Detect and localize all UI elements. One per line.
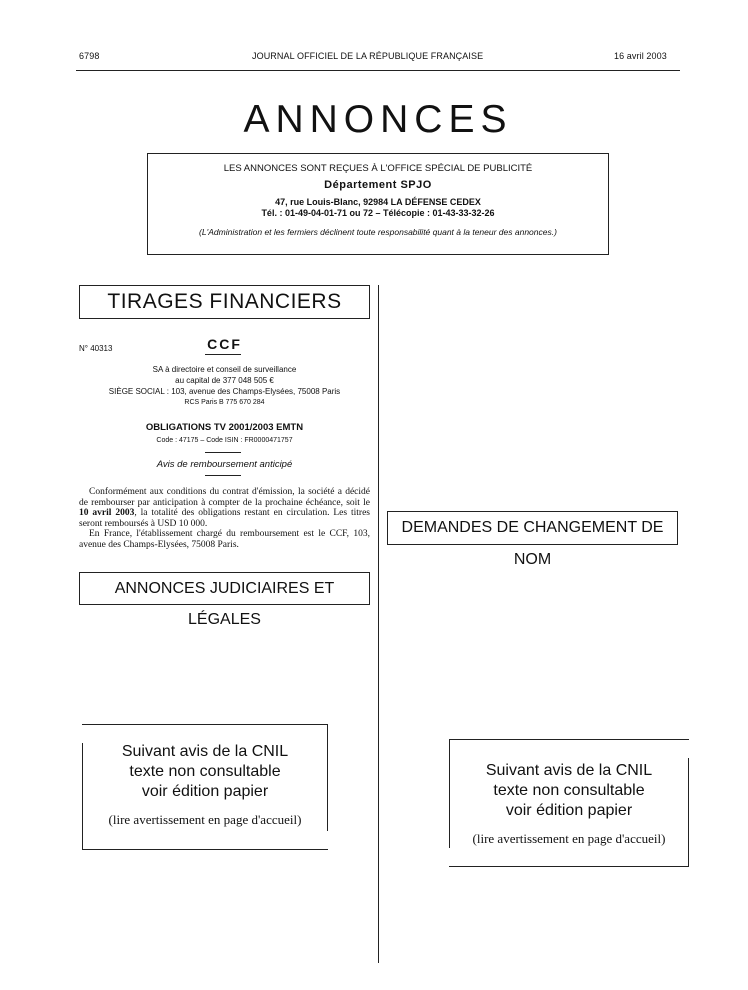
info-line: LES ANNONCES SONT REÇUES À L'OFFICE SPÉCIAL DE PUBLICITÉ — [223, 163, 533, 174]
section-title-text: ANNONCES JUDICIAIRES ET LÉGALES — [114, 580, 335, 628]
paragraph: En France, l'établissement chargé du remboursement est le CCF, 103, avenue des Champs-Elysées, 75008 Paris. — [79, 529, 370, 550]
company-details — [79, 364, 370, 408]
header-rule — [76, 70, 680, 71]
notice-number: N° 40313 — [79, 344, 113, 353]
cnil-line: Suivant avis de la CNIL — [121, 743, 289, 760]
short-rule — [205, 452, 241, 453]
paragraph-text: Conformément aux conditions du contrat d'émission, la société a décidé de rembourser par anticipation à compter de la prochaine échéance, soit le — [79, 487, 370, 508]
company-line: SA à directoire et conseil de surveillance — [152, 365, 297, 374]
paragraph-date: 10 avril 2003 — [79, 508, 135, 518]
section-title-text: DEMANDES DE CHANGEMENT DE NOM — [401, 519, 664, 568]
notice-type: Avis de remboursement anticipé — [156, 459, 293, 470]
cnil-line: voir édition papier — [505, 802, 633, 819]
paragraph — [79, 487, 370, 529]
cnil-line: voir édition papier — [141, 783, 269, 800]
section-title-changement-nom — [387, 511, 678, 568]
company-line: RCS Paris B 775 670 284 — [184, 399, 265, 406]
column-divider — [378, 285, 379, 963]
office-address: 47, rue Louis-Blanc, 92984 LA DÉFENSE CEDEX — [275, 197, 481, 207]
cnil-sub: (lire avertissement en page d'accueil) — [472, 831, 666, 846]
short-rule — [205, 475, 241, 476]
department-name: Département SPJO — [324, 179, 432, 191]
box-right-edge — [327, 725, 328, 831]
company-name: CCF — [207, 336, 242, 352]
notice-body — [79, 487, 370, 550]
page-title: ANNONCES — [243, 98, 513, 141]
cnil-line: Suivant avis de la CNIL — [485, 762, 653, 779]
disclaimer: (L'Administration et les fermiers déclinent toute responsabilité quant à la teneur des annonces.) — [199, 227, 557, 237]
bond-title: OBLIGATIONS TV 2001/2003 EMTN — [145, 422, 304, 433]
bond-code: Code : 47175 – Code ISIN : FR0000471757 — [156, 437, 293, 444]
box-left-edge — [449, 740, 450, 848]
journal-title: JOURNAL OFFICIEL DE LA RÉPUBLIQUE FRANÇAISE — [252, 51, 484, 61]
section-title-judiciaires — [79, 572, 370, 628]
section-title-text: TIRAGES FINANCIERS — [107, 290, 342, 313]
page-number: 6798 — [79, 51, 100, 61]
company-line: au capital de 377 048 505 € — [175, 376, 274, 385]
paragraph-text: , la totalité des obligations restant en circulation. Les titres seront remboursés à USD 10 000. — [79, 508, 371, 529]
header-date: 16 avril 2003 — [614, 51, 667, 61]
cnil-notice-right — [449, 739, 689, 867]
short-rule — [205, 354, 241, 355]
info-box — [147, 153, 609, 255]
cnil-notice-left — [82, 724, 328, 850]
box-right-edge — [688, 758, 689, 866]
office-phone: Tél. : 01-49-04-01-71 ou 72 – Télécopie : 01-43-33-32-26 — [261, 208, 495, 218]
section-title-tirages — [79, 285, 370, 319]
box-left-edge — [82, 743, 83, 849]
cnil-sub: (lire avertissement en page d'accueil) — [108, 812, 302, 827]
cnil-line: texte non consultable — [129, 763, 281, 780]
company-line: SIÈGE SOCIAL : 103, avenue des Champs-Elysées, 75008 Paris — [108, 387, 341, 396]
cnil-line: texte non consultable — [493, 782, 645, 799]
